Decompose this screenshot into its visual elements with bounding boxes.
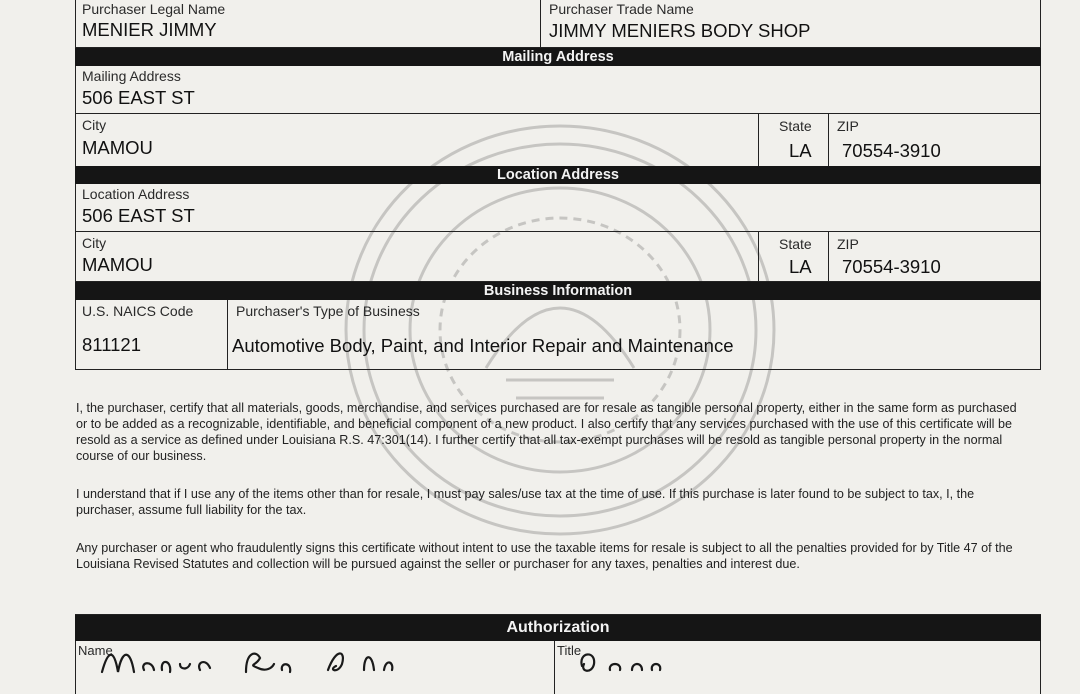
location-city-cell [76,232,758,281]
location-zip-value: 70554-3910 [842,256,941,277]
signature-name-cell [76,641,554,694]
location-state-label: State [779,236,812,252]
mailing-state-value: LA [789,140,812,161]
mailing-zip-cell [828,114,1040,166]
location-city-label: City [82,235,107,251]
mailing-zip-value: 70554-3910 [842,140,941,161]
name-label: Name [78,643,113,658]
mailing-city-cell [76,114,758,166]
mailing-address-row [75,66,1041,114]
trade-name-label: Purchaser Trade Name [549,1,694,17]
naics-value: 811121 [82,334,141,355]
title-cell [554,641,1040,694]
business-type-value: Automotive Body, Paint, and Interior Repair and Maintenance [232,335,734,356]
authorization-header: Authorization [75,615,1041,641]
legal-name-value: MENIER JIMMY [82,19,217,40]
mailing-state-cell [758,114,828,166]
naics-label: U.S. NAICS Code [82,303,194,319]
penalty-paragraph: Any purchaser or agent who fraudulently signs this certificate without intent to use the taxable items for resale is subject to all the penalties provided for by Title 47 of the Louisiana Revised Statutes and collection will be pursued against the seller or purchaser for any taxes, penalties and interest due. [76,541,1013,571]
trade-name-cell [540,0,1040,47]
location-address-label: Location Address [82,186,190,202]
legal-name-cell [76,0,540,47]
mailing-zip-label: ZIP [837,118,859,134]
title-label: Title [557,643,582,658]
location-city-row [75,231,1041,282]
location-address-header: Location Address [75,166,1041,184]
mailing-address-value: 506 EAST ST [82,87,195,108]
mailing-address-label: Mailing Address [82,68,181,84]
authorization-section [75,614,1041,694]
resale-certification-paragraph: I, the purchaser, certify that all materials, goods, merchandise, and services purchased are for resale as tangible personal property, either in the same form as purchased or to be added as a recognizable, identifiable, and beneficial component of a new product. I also certify that any services purchased with the use of this certificate will be resold as a service as defined under Louisiana R.S. 47:301(14). I further certify that all tax-exempt purchases will be resold as tangible personal property in the normal course of our business. [76,401,1017,463]
naics-cell [76,300,227,369]
location-zip-cell [828,232,1040,281]
location-state-value: LA [789,256,812,277]
legal-name-label: Purchaser Legal Name [82,1,226,17]
mailing-address-header: Mailing Address [75,48,1041,66]
business-type-label: Purchaser's Type of Business [236,303,420,319]
business-information-header: Business Information [75,282,1041,300]
trade-name-value: JIMMY MENIERS BODY SHOP [549,20,811,41]
business-type-cell [227,300,1040,369]
location-address-row [75,184,1041,232]
location-zip-label: ZIP [837,236,859,252]
mailing-city-row [75,113,1041,167]
mailing-state-label: State [779,118,812,134]
mailing-city-label: City [82,117,107,133]
tax-liability-paragraph: I understand that if I use any of the items other than for resale, I must pay sales/use tax at the time of use. If this purchase is later found to be subject to tax, I, the purchaser, assume full liability for the tax. [76,487,975,517]
business-row [75,300,1041,370]
location-city-value: MAMOU [82,254,153,275]
location-address-value: 506 EAST ST [82,205,195,226]
location-state-cell [758,232,828,281]
mailing-city-value: MAMOU [82,137,153,158]
purchaser-name-row [75,0,1041,48]
